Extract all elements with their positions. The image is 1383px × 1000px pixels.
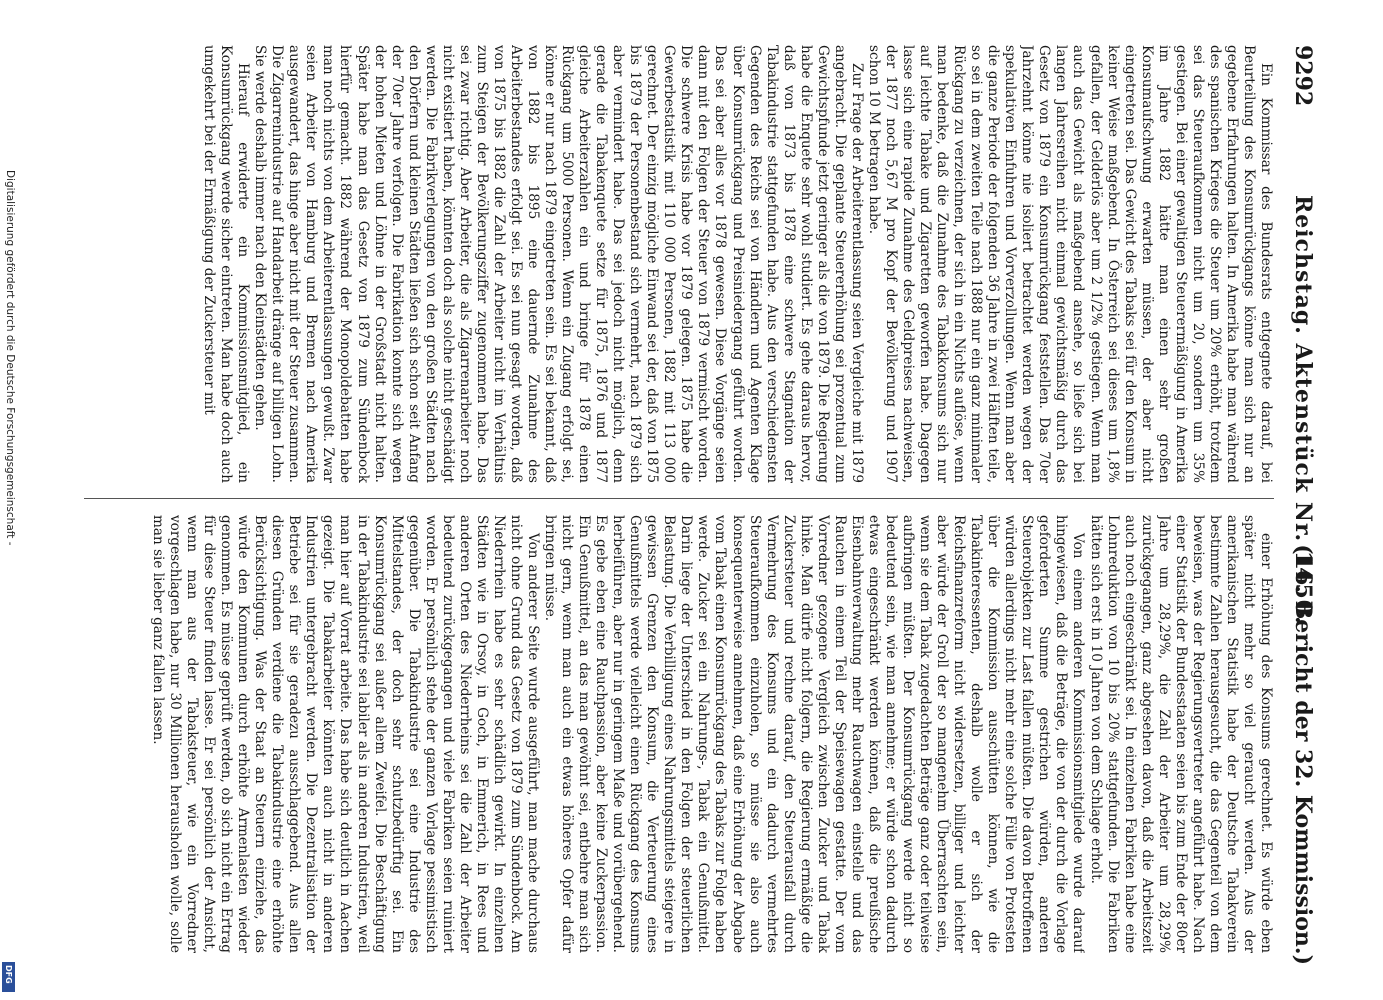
paragraph: Hierauf erwiderte ein Kommissionsmitglied, ein Konsumrückgang werde sicher eintreten. Man habe doch auch umgekehrt bei der Ermäßigung der Zuckersteuer mit [201, 45, 252, 483]
page-title: Reichstag. Aktenstück Nr. 1450. [1290, 195, 1316, 625]
dfg-logo-text: DFG [4, 965, 13, 984]
dfg-logo [2, 962, 15, 992]
paragraph: Von anderer Seite wurde ausgeführt, man mache durchaus nicht ohne Grund das Gesetz von 1879 zum Sündenbock. Am Niederrhein habe es sehr schädlich gewirkt. In einzelnen Städten wie in Orsoy, in Goch, in Emmerich, in Rees und anderen Orten des Niederrheins sei die Zahl der Arbeiter bedeutend zurückgegangen und viele Fabriken seien ruiniert worden. Er persönlich stehe der ganzen Vorlage pessimistisch gegenüber. Die Tabakindustrie sei eine Industrie des Mittelstandes, der doch sehr schutzbedürftig sei. Ein Konsumrückgang sei außer allem Zweifel. Die Beschäftigung in der Tabakindustrie sei labiler als in anderen Industrien, weil man hier auf Vorrat arbeite. Das habe sich deutlich in Aachen gezeigt. Die Tabakarbeiter könnten auch nicht in anderen Industrien untergebracht werden. Die Dezentralisation der Betriebe sei für sie geradezu ausschlaggebend. Aus allen diesen Gründen verdiene die Tabakindustrie eine erhöhte Berücksichtigung. Was der Staat an Steuern einziehe, das würde den Kommunen durch erhöhte Armenlasten wieder genommen. Es müsse geprüft werden, ob sich nicht ein Ertrag für diese Steuer finden lasse. Er sei persönlich der Ansicht, wenn man aus der Tabaksteuer, wie ein Vorredner vorgeschlagen habe, nur 30 Millionen herausholen wolle, solle man sie lieber ganz fallen lassen. [149, 515, 541, 953]
rotated-document [70, 45, 1320, 965]
text-column-left [79, 45, 1274, 483]
paragraph: Ein Kommissar des Bundesrats entgegnete darauf, bei Beurteilung des Konsumrückgangs könne man sich nur an gegebene Erfahrungen halten. In Amerika habe man während des spanischen Krieges die Steuer um 20% erhöht, trotzdem sei das Steueraufkommen nicht um 20, sondern um 35% gestiegen. Bei einer gewaltigen Steuerermäßigung in Amerika im Jahre 1882 hätte man einen sehr großen Konsumaufschwung erwarten müssen, der aber nicht eingetreten sei. Das Gewicht des Tabaks sei für den Konsum in keiner Weise maßgebend. In Österreich sei dieses um 1,8% gefallen, der Gelderlös aber um 2 1/2% gestiegen. Wenn man auch das Gewicht als maßgebend ansehe, so ließe sich bei langen Jahresreihen nicht einmal gewichtsmäßig durch das Gesetz von 1879 ein Konsumrückgang feststellen. Das 70er Jahrzehnt könne nie isoliert betrachtet werden wegen der spekulativen Einfuhren und Vorverzollungen. Wenn man aber die ganze Periode der folgenden 36 Jahre in zwei Hälften teile, so sei in dem zweiten Teile nach 1888 nur ein ganz minimaler Rückgang zu verzeichnen, der sich in ein Nichts auflöse, wenn man bedenke, daß die Zunahme des Tabakkonsums sich nur auf leichte Tabake und Zigaretten geworfen habe. Dagegen lasse sich eine rapide Zunahme des Geldpreises nachweisen, der 1877 noch 5,67 M pro Kopf der Bevölkerung und 1907 schon 10 M betragen habe. [865, 45, 1274, 483]
paragraph: einer Erhöhung des Konsums gerechnet. Es würde eben später nicht mehr so viel geraucht werden. Aus der amerikanischen Statistik habe der Deutsche Tabakverein bestimmte Zahlen herausgesucht, die das Gegenteil von dem beweisen, was der Regierungsvertreter angeführt habe. Nach einer Statistik der Bundesstaaten seien bis zum Ende der 80er Jahre um 28,29%, die Zahl der Arbeiter um 28,29% zurückgegangen, ganz abgesehen davon, daß die Arbeitszeit auch noch eingeschränkt sei. In einzelnen Fabriken habe eine Lohnreduktion von 10 bis 20% stattgefunden. Die Fabriken hätten sich erst in 10 Jahren von dem Schlage erholt. [1087, 515, 1274, 953]
report-reference: (16. Bericht der 32. Kommission.) [1290, 544, 1316, 965]
paragraph: Von einem anderen Kommissionsmitgliede wurde darauf hingewiesen, daß die Beträge, die von der durch die Vorlage geforderten Summe gestrichen würden, anderen Steuerobjekten zur Last fallen müßten. Die davon Betroffenen würden allerdings nicht mehr eine solche Fülle von Protesten über die Kommission ausschütten können, wie die Tabakinteressenten, deshalb wolle er sich der Reichsfinanzreform nicht widersetzen, billiger und leichter aber würde der Groll der so mangenehm Überraschten sein, wenn sie dem Tabak zugedachten Beträge ganz oder teilweise aufbringen müßten. Der Konsumrückgang werde nicht so bedeutend sein, wie man annehme; er würde schon dadurch etwas eingeschränkt werden können, daß die preußische Eisenbahnverwaltung mehr Rauchwagen einstelle und das Rauchen in einem Teil der Speisewagen gestatte. Der vom Vorredner gezogene Vergleich zwischen Zucker und Tabak hinke. Man dürfe nicht folgern, die Regierung ermäßige die Zuckersteuer und rechne darauf, den Steuerausfall durch Vermehrung des Konsums und ein dadurch vermehrtes Steueraufkommen einzuholen, so müsse sie also auch konsequenterweise annehmen, daß eine Erhöhung der Abgabe vom Tabak einen Konsumrückgang des Tabaks zur Folge haben werde. Zucker sei ein Nahrungs-, Tabak ein Genußmittel. Darin liege der Unterschied in den Folgen der steuerlichen Belastung. Die Verbilligung eines Nahrungsmittels steigere in gewissen Grenzen den Konsum, die Verteuerung eines Genußmittels werde vielleicht einen Rückgang des Konsums herbeiführen, aber nur in geringem Maße und vorübergehend. Es gebe eben eine Rauchpassion, aber keine Zuckerpassion. Ein Genußmittel, an das man gewöhnt sei, entbehre man sich nicht gern, wenn man auch ein etwas höheres Opfer dafür bringen müsse. [542, 515, 1087, 953]
paragraph: Zur Frage der Arbeiterentlassung seien Vergleiche mit 1879 angebracht. Die geplante Steuererhöhung sei prozentual zum Gewichtspfunde jetzt geringer als die von 1879. Die Regierung habe die Enquete sehr wohl studiert. Es gehe daraus hervor, daß von 1873 bis 1878 eine schwere Stagnation der Tabakindustrie stattgefunden habe. Aus den verschiedensten Gegenden des Reichs sei von Händlern und Agenten Klage über Konsumrückgang und Preisniedergang geführt worden. Das sei aber alles vor 1878 gewesen. Diese Vorgänge seien dann mit den Folgen der Steuer von 1879 vermischt worden. Die schwere Krisis habe vor 1879 gelegen. 1875 habe die Gewerbestatistik mit 110 000 Personen, 1882 mit 113 000 gerechnet. Der einzig mögliche Einwand sei der, daß von 1875 bis 1879 der Personenbestand sich vermehrt, nach 1879 sich aber vermindert habe. Das sei jedoch nicht möglich, denn gerade die Tabakenquete setze für 1875, 1876 und 1877 gleiche Arbeiterzahlen ein und bringe für 1878 einen Rückgang um 5000 Personen. Wenn ein Zugang erfolgt sei, könne er nur nach 1879 eingetreten sein. Es sei bekannt, daß von 1882 bis 1895 eine dauernde Zunahme des Arbeiterbestandes erfolgt sei. Es sei nun gesagt worden, daß von 1875 bis 1882 die Zahl der Arbeiter nicht im Verhältnis zum Steigen der Bevölkerungsziffer zugenommen habe. Das sei zwar richtig. Aber Arbeiter, die als Zigarrenarbeiter noch nicht existiert haben, könnten doch als solche nicht geschädigt werden. Die Fabrikverlegungen von den großen Städten nach den Dörfern und kleinen Städten ließen sich schon seit Anfang der 70er Jahre verfolgen. Die Fabrikation konnte sich wegen der hohen Mieten und Löhne in der Großstadt nicht halten. Später habe man das Gesetz von 1879 zum Sündenbock hierfür gemacht. 1882 während der Monopoldebatten habe man noch nichts von dem Arbeiterentlassungen gewußt. Zwar seien Arbeiter von Hamburg und Bremen nach Amerika ausgewandert, das hinge aber nicht mit der Steuer zusammen. Die Zigarrenindustrie auf Handarbeit dränge auf billigen Lohn. Sie werde deshalb immer nach den Kleinstädten gehen. [252, 45, 865, 483]
page-header [1286, 45, 1320, 965]
text-column-right [79, 515, 1274, 953]
page-number: 9292 [1290, 45, 1316, 107]
digitization-credit-text: Digitalisierung gefördert durch die Deutsche Forschungsgemeinschaft - [4, 170, 16, 546]
digitization-credit [2, 170, 16, 960]
column-divider [84, 498, 1274, 499]
